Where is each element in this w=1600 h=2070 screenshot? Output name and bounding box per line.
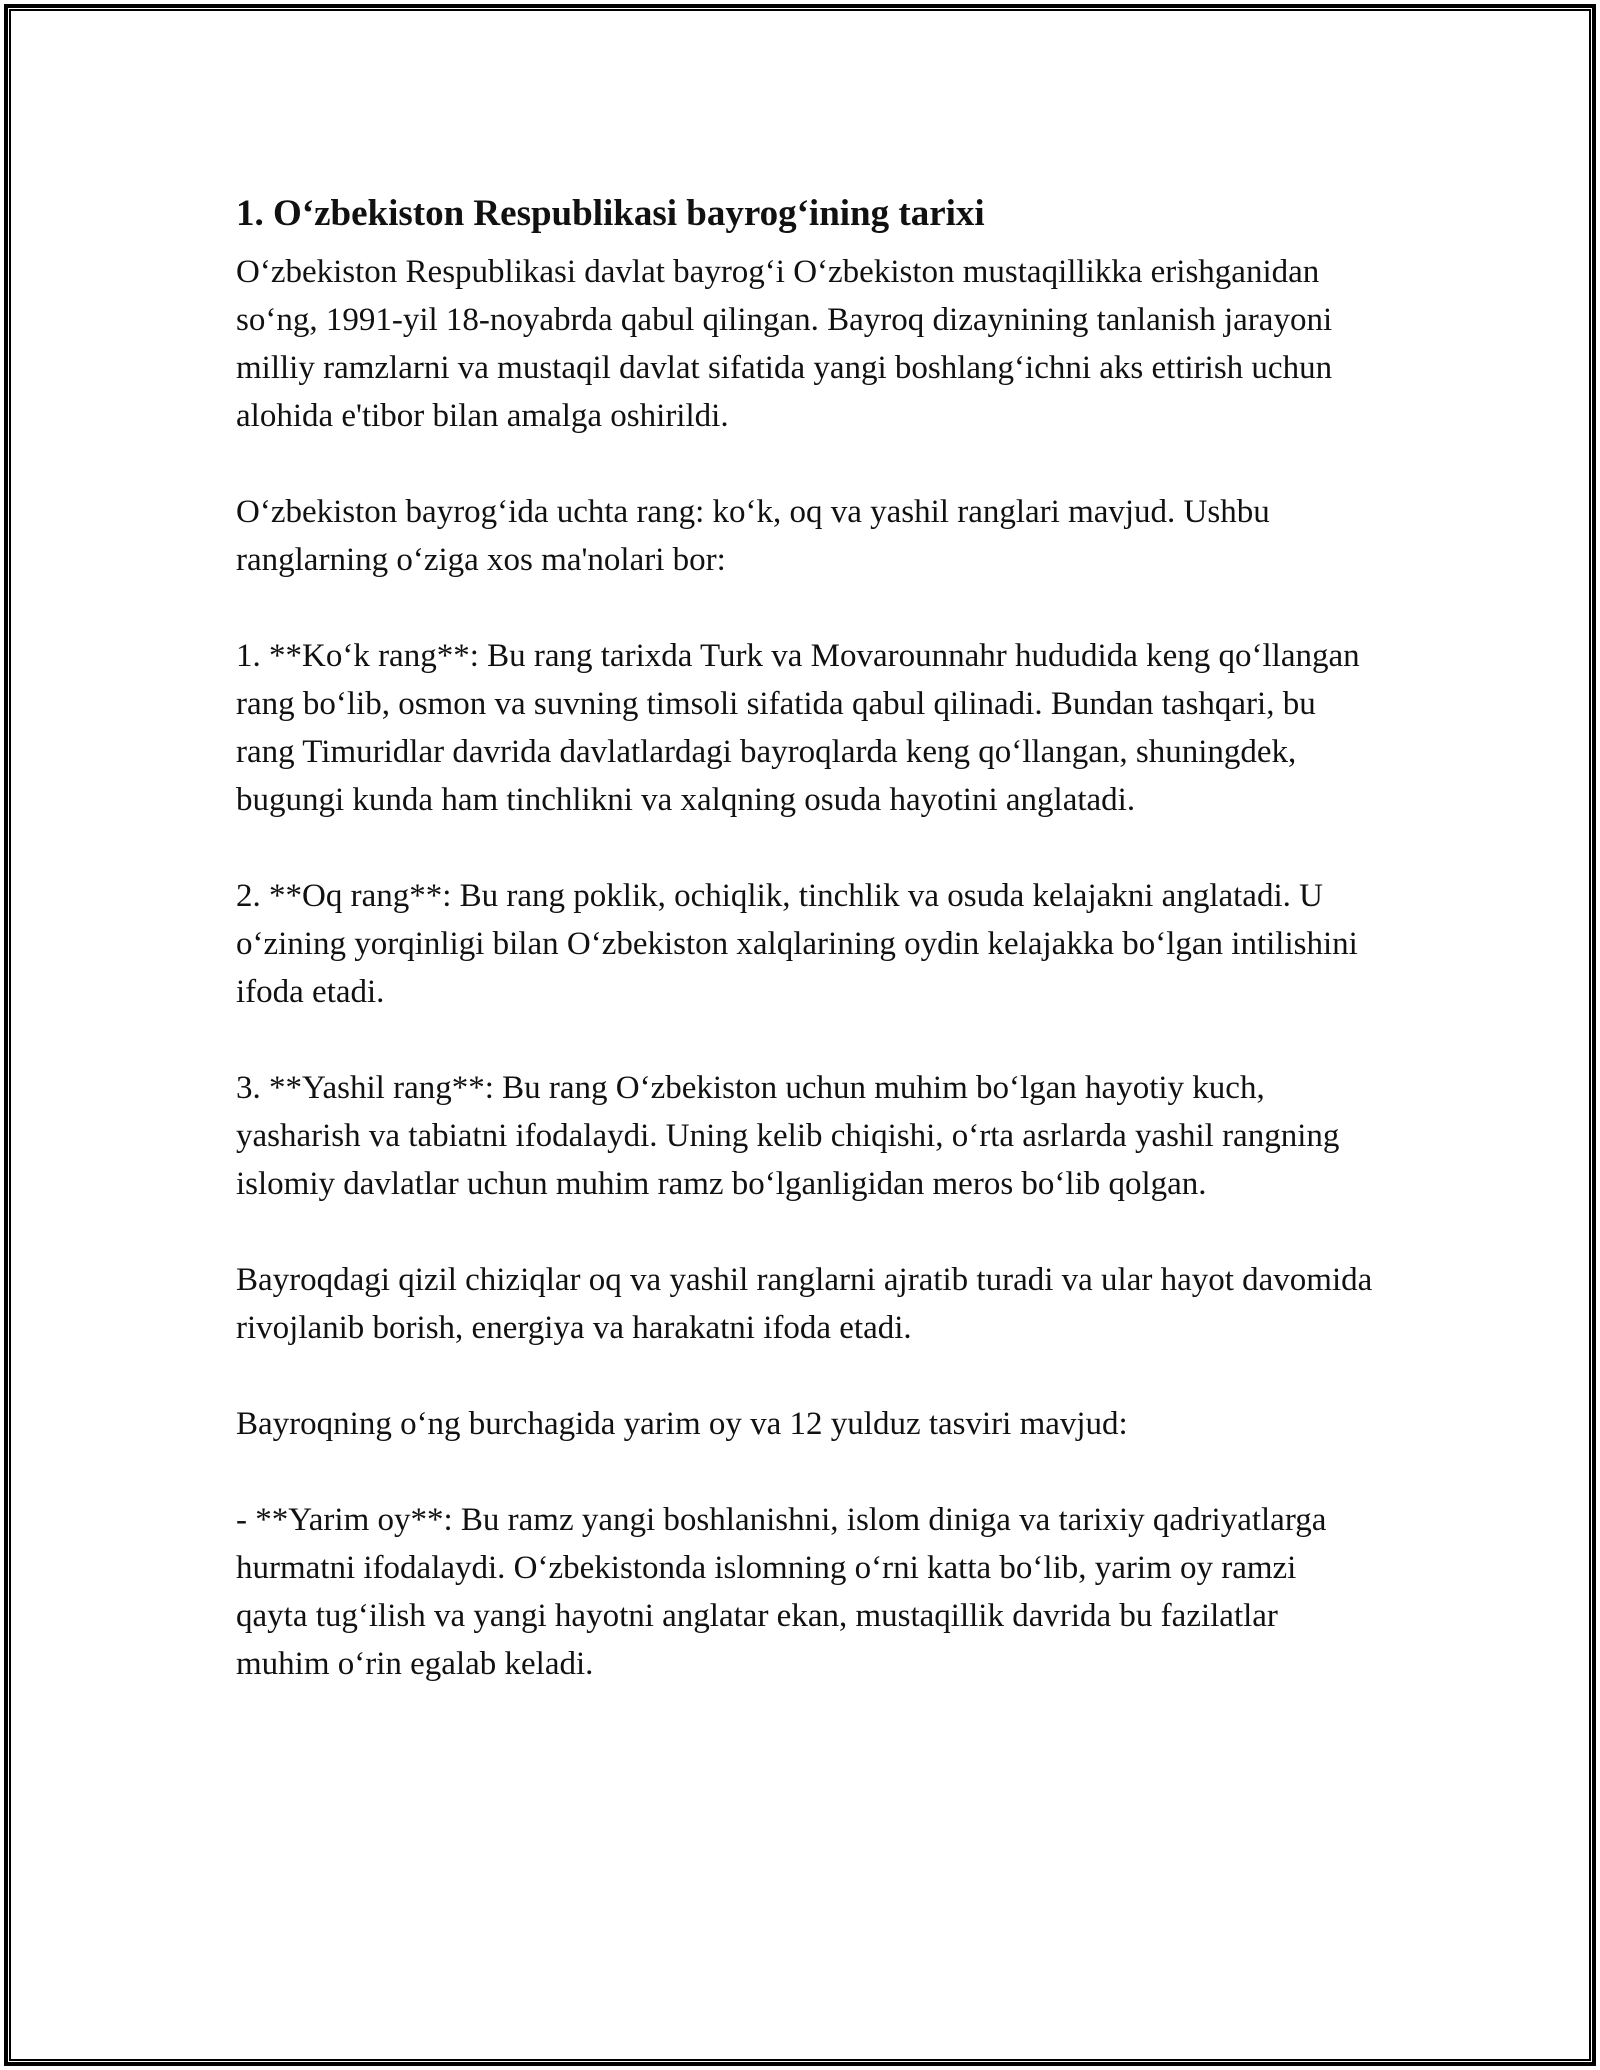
paragraph-blue-color: 1. **Ko‘k rang**: Bu rang tarixda Turk va Movarounnahr hududida keng qo‘llangan rang bo‘lib, osmon va suvning timsoli sifatida qabul qilinadi. Bundan tashqari, bu rang Timuridlar davrida davlatlardagi bayroqlarda keng qo‘llangan, shuningdek, bugungi kunda ham tinchlikni va xalqning osuda hayotini anglatadi. <box>236 638 1360 818</box>
paragraph-intro: O‘zbekiston Respublikasi davlat bayrog‘i O‘zbekiston mustaqillikka erishganidan so‘ng, 1991-yil 18-noyabrda qabul qilingan. Bayroq dizaynining tanlanish jarayoni milliy ramzlarni va mustaqil davlat sifatida yangi boshlang‘ichni aks ettirish uchun alohida e'tibor bilan amalga oshirildi. <box>236 254 1333 434</box>
document-title: 1. O‘zbekiston Respublikasi bayrog‘ining tarixi <box>236 193 985 234</box>
paragraph-crescent-stars-intro: Bayroqning o‘ng burchagida yarim oy va 12 yulduz tasviri mavjud: <box>236 1406 1128 1442</box>
paragraph-crescent: - **Yarim oy**: Bu ramz yangi boshlanishni, islom diniga va tarixiy qadriyatlarga hurmatni ifodalaydi. O‘zbekistonda islomning o‘rni katta bo‘lib, yarim oy ramzi qayta tug‘ilish va yangi hayotni anglatar ekan, mustaqillik davrida bu fazilatlar muhim o‘rin egalab keladi. <box>236 1502 1327 1682</box>
paragraph-red-stripes: Bayroqdagi qizil chiziqlar oq va yashil ranglarni ajratib turadi va ular hayot davomida rivojlanib borish, energiya va harakatni ifoda etadi. <box>236 1262 1373 1346</box>
paragraph-colors-overview: O‘zbekiston bayrog‘ida uchta rang: ko‘k, oq va yashil ranglari mavjud. Ushbu ranglarning o‘ziga xos ma'nolari bor: <box>236 494 1270 578</box>
document-body <box>236 186 1376 1736</box>
paragraph-white-color: 2. **Oq rang**: Bu rang poklik, ochiqlik, tinchlik va osuda kelajakni anglatadi. U o‘zining yorqinligi bilan O‘zbekiston xalqlarining oydin kelajakka bo‘lgan intilishini ifoda etadi. <box>236 878 1358 1010</box>
paragraph-green-color: 3. **Yashil rang**: Bu rang O‘zbekiston uchun muhim bo‘lgan hayotiy kuch, yasharish va tabiatni ifodalaydi. Uning kelib chiqishi, o‘rta asrlarda yashil rangning islomiy davlatlar uchun muhim ramz bo‘lganligidan meros bo‘lib qolgan. <box>236 1070 1340 1202</box>
